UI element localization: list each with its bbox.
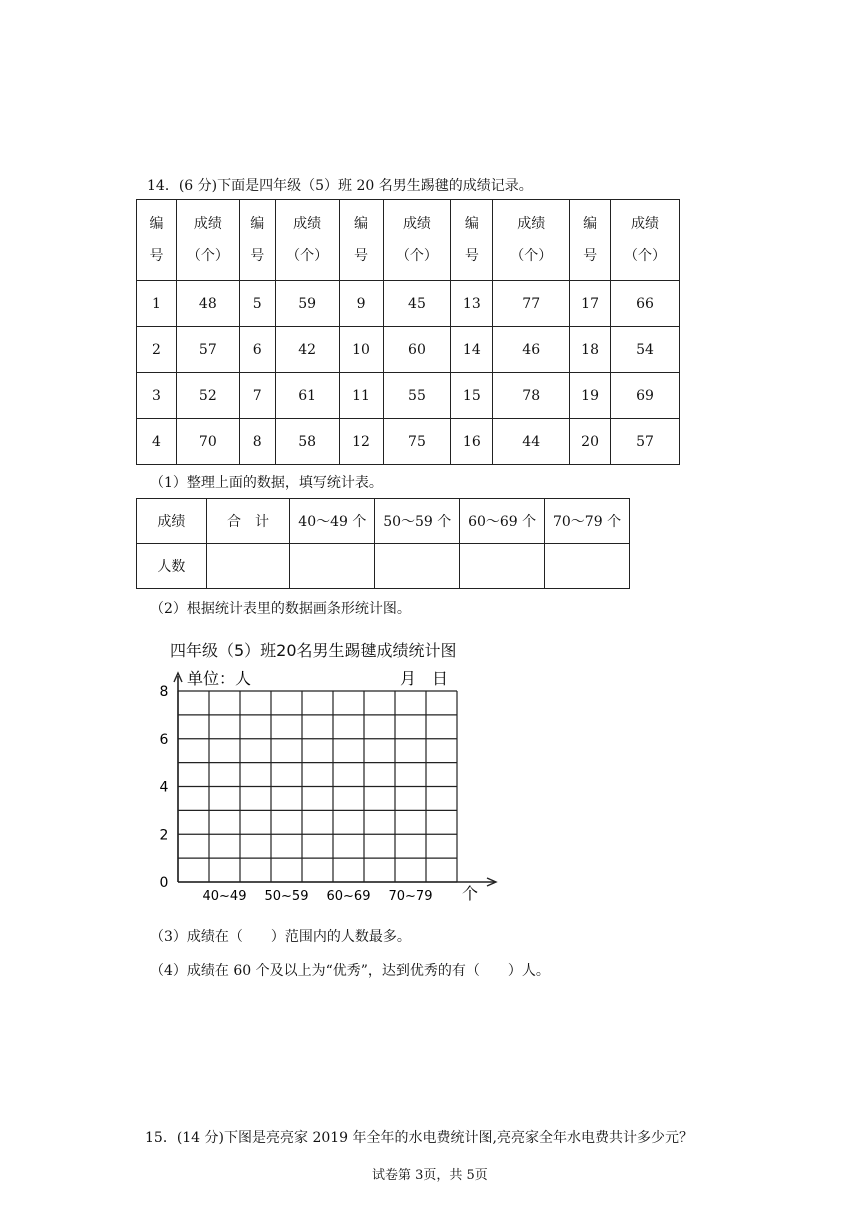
cell-num: 4 [137, 419, 177, 465]
record-header-row [137, 200, 680, 281]
header-num: 编 号 [451, 200, 493, 281]
y-tick-label: 0 [159, 875, 169, 891]
cell-num: 18 [570, 327, 611, 373]
cell-score: 52 [176, 373, 239, 419]
cell-score: 75 [383, 419, 451, 465]
header-score: 成绩 （个） [275, 200, 339, 281]
cell-num: 19 [570, 373, 611, 419]
cell-score: 48 [176, 281, 239, 327]
cell-score: 70 [176, 419, 239, 465]
cell-num: 20 [570, 419, 611, 465]
x-tick-label: 70~79 [388, 889, 433, 904]
cell-score: 54 [611, 327, 680, 373]
score-record-table [136, 199, 680, 465]
summary-row-label: 人数 [137, 544, 207, 589]
answer-blank-cell[interactable] [460, 544, 545, 589]
cell-num: 13 [451, 281, 493, 327]
cell-num: 9 [339, 281, 383, 327]
table-row [137, 327, 680, 373]
page-footer: 试卷第 3页，共 5页 [372, 1168, 488, 1183]
chart-y-ticks [160, 684, 169, 891]
x-tick-label: 40~49 [202, 889, 247, 904]
table-row [137, 281, 680, 327]
summary-header-cell: 50～59 个 [375, 499, 460, 544]
cell-num: 17 [570, 281, 611, 327]
cell-num: 5 [239, 281, 275, 327]
summary-table [136, 498, 630, 589]
cell-num: 8 [239, 419, 275, 465]
cell-num: 6 [239, 327, 275, 373]
summary-header-cell: 60～69 个 [460, 499, 545, 544]
chart-title: 四年级（5）班20名男生踢毽成绩统计图 [170, 641, 457, 660]
header-num: 编 号 [570, 200, 611, 281]
cell-num: 7 [239, 373, 275, 419]
answer-blank-cell[interactable] [206, 544, 290, 589]
summary-header-cell: 成绩 [137, 499, 207, 544]
cell-score: 77 [493, 281, 570, 327]
answer-blank-cell[interactable] [375, 544, 460, 589]
header-score: 成绩 （个） [611, 200, 680, 281]
cell-score: 57 [176, 327, 239, 373]
header-num: 编 号 [137, 200, 177, 281]
y-tick-label: 6 [159, 731, 169, 748]
chart-x-ticks [203, 889, 433, 904]
cell-score: 78 [493, 373, 570, 419]
cell-num: 3 [137, 373, 177, 419]
q15-title: 15．(14 分)下图是亮亮家 2019 年全年的水电费统计图,亮亮家全年水电费共计多少元？ [145, 1130, 693, 1146]
summary-count-row [137, 544, 630, 589]
chart-grid [178, 691, 457, 882]
q14-sub2: （2）根据统计表里的数据画条形统计图。 [150, 601, 411, 617]
cell-score: 66 [611, 281, 680, 327]
answer-blank-cell[interactable] [545, 544, 630, 589]
x-tick-label: 60~69 [326, 889, 371, 904]
cell-score: 58 [275, 419, 339, 465]
cell-score: 45 [383, 281, 451, 327]
cell-score: 46 [493, 327, 570, 373]
y-tick-label: 8 [159, 684, 169, 700]
cell-num: 16 [451, 419, 493, 465]
cell-score: 55 [383, 373, 451, 419]
cell-num: 1 [137, 281, 177, 327]
summary-header-cell: 合 计 [206, 499, 290, 544]
cell-num: 14 [451, 327, 493, 373]
cell-score: 44 [493, 419, 570, 465]
cell-num: 15 [451, 373, 493, 419]
header-num: 编 号 [239, 200, 275, 281]
x-tick-label: 50~59 [264, 889, 309, 904]
cell-num: 2 [137, 327, 177, 373]
bar-chart-grid [150, 664, 510, 914]
cell-num: 10 [339, 327, 383, 373]
summary-header-cell: 70～79 个 [545, 499, 630, 544]
q14-sub4: （4）成绩在 60 个及以上为“优秀”，达到优秀的有（ ）人。 [150, 963, 550, 979]
q14-title: 14．(6 分)下面是四年级（5）班 20 名男生踢毽的成绩记录。 [147, 178, 533, 194]
cell-score: 60 [383, 327, 451, 373]
q14-sub1: （1）整理上面的数据，填写统计表。 [150, 475, 383, 491]
table-row [137, 373, 680, 419]
header-score: 成绩 （个） [383, 200, 451, 281]
cell-num: 12 [339, 419, 383, 465]
table-row [137, 419, 680, 465]
answer-blank-cell[interactable] [290, 544, 375, 589]
y-tick-label: 4 [159, 779, 169, 796]
chart-unit-label: 单位：人 [187, 669, 252, 688]
cell-score: 61 [275, 373, 339, 419]
y-tick-label: 2 [159, 827, 169, 844]
cell-num: 11 [339, 373, 383, 419]
summary-header-row [137, 499, 630, 544]
chart-x-unit: 个 [462, 884, 479, 903]
q14-sub3: （3）成绩在（ ）范围内的人数最多。 [150, 929, 411, 945]
header-num: 编 号 [339, 200, 383, 281]
cell-score: 42 [275, 327, 339, 373]
summary-header-cell: 40～49 个 [290, 499, 375, 544]
chart-date-label: 月 日 [400, 669, 449, 688]
header-score: 成绩 （个） [176, 200, 239, 281]
cell-score: 59 [275, 281, 339, 327]
header-score: 成绩 （个） [493, 200, 570, 281]
cell-score: 69 [611, 373, 680, 419]
cell-score: 57 [611, 419, 680, 465]
chart-axes [174, 673, 496, 886]
